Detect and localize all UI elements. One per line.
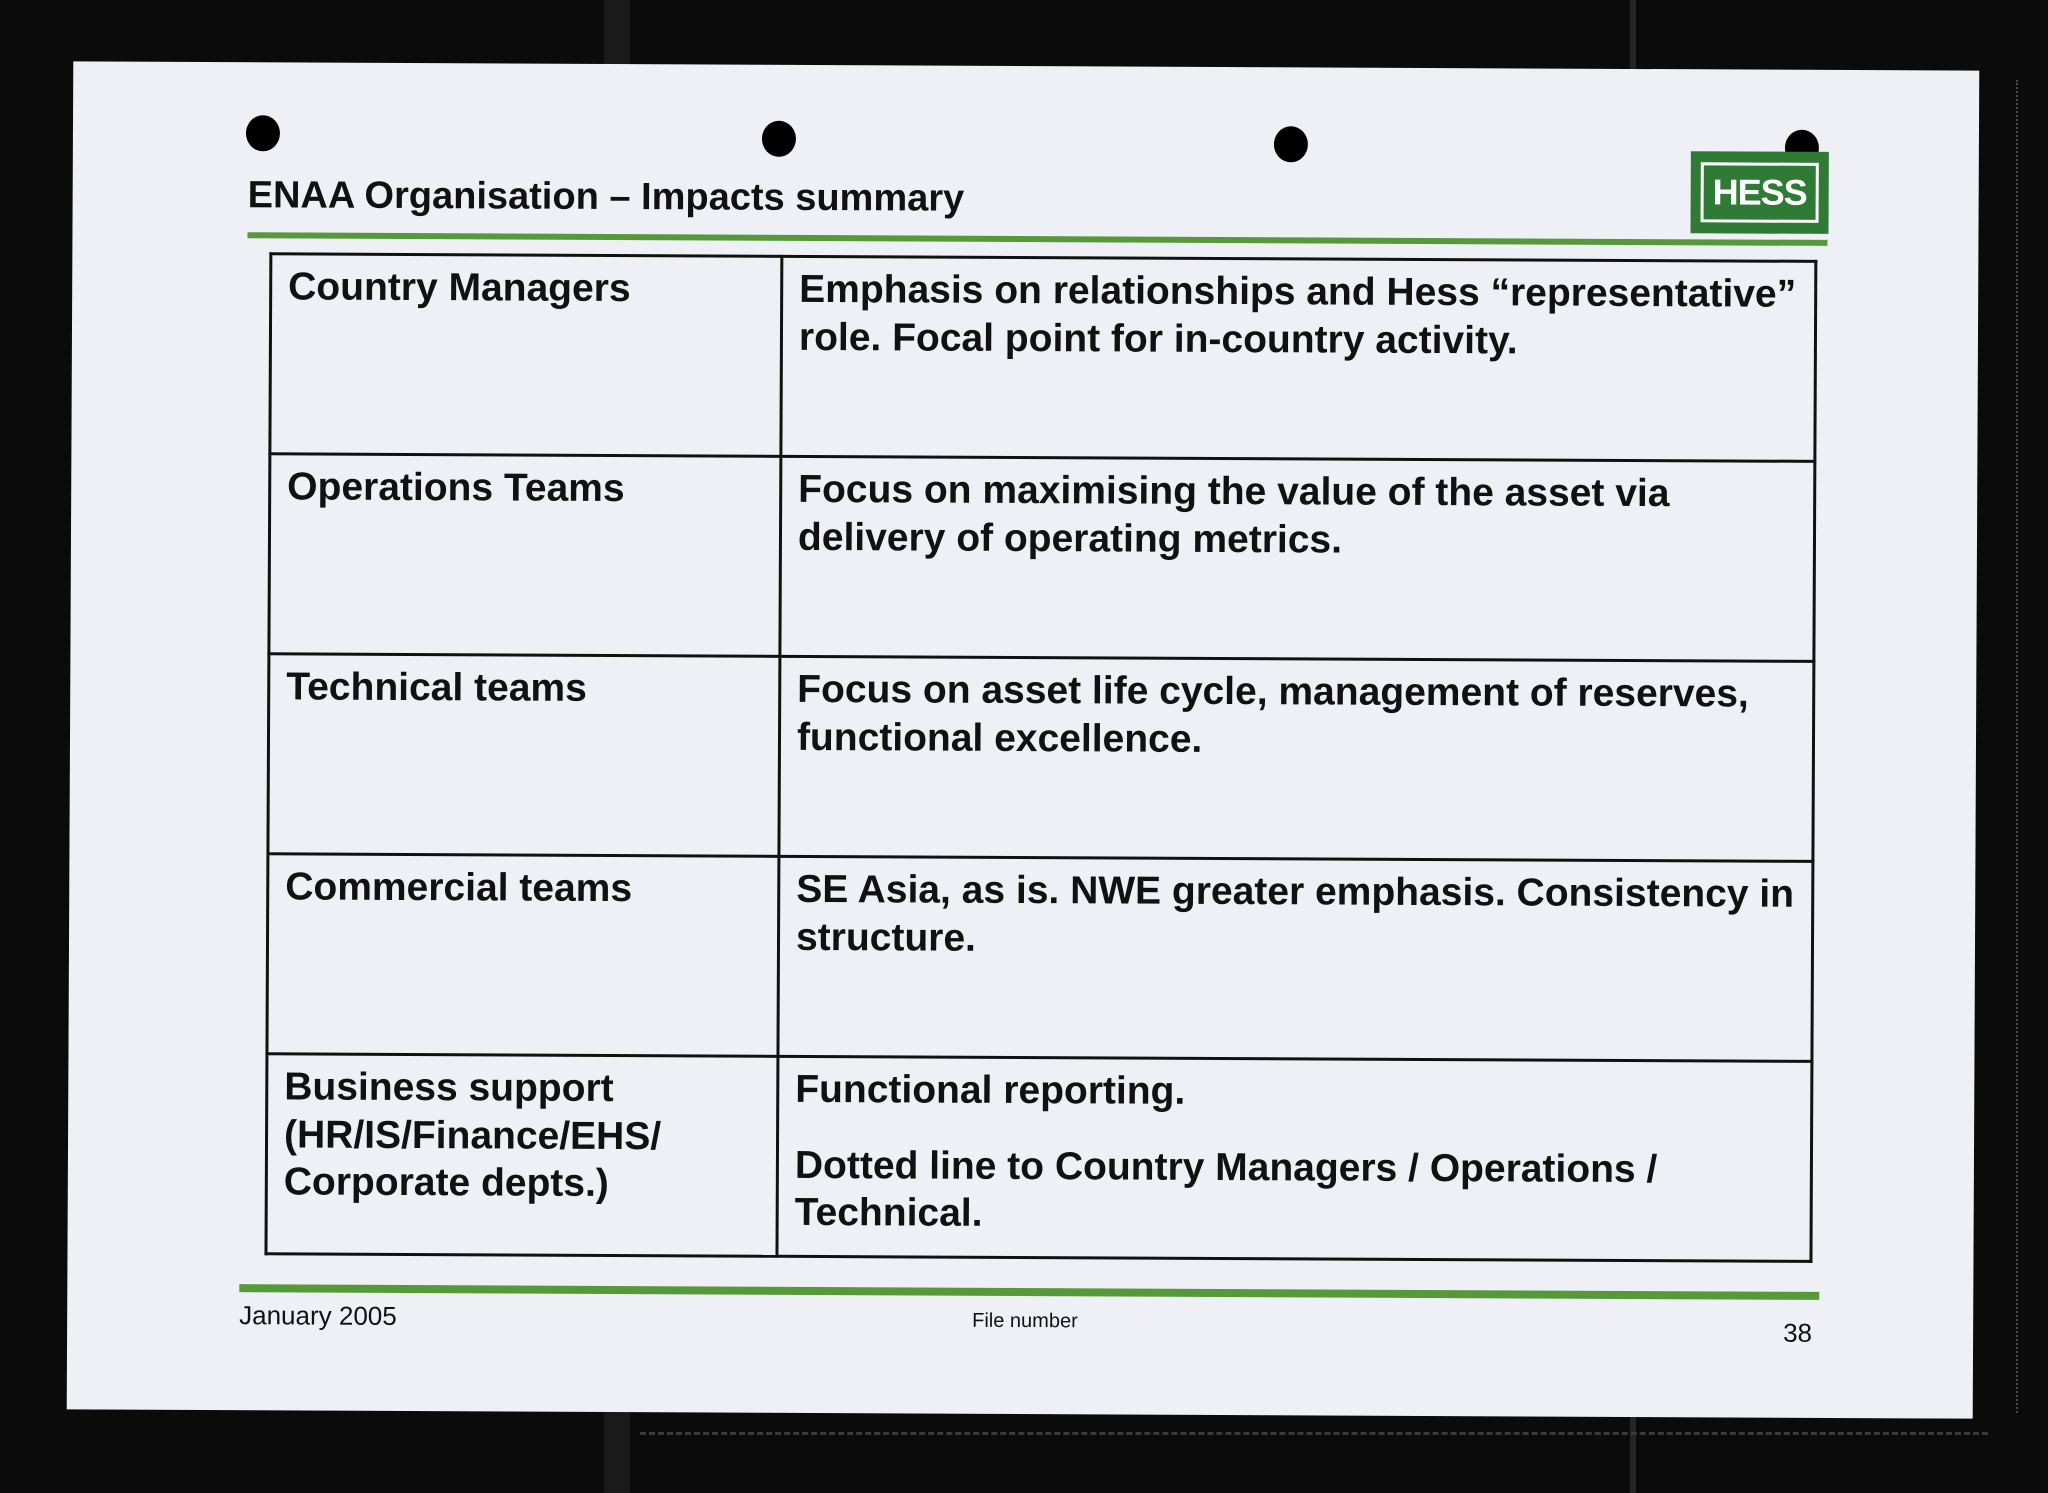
impact-text: Focus on asset life cycle, management of reserves, functional excellence. xyxy=(796,667,1749,761)
punch-hole xyxy=(246,115,280,151)
impact-cell xyxy=(780,456,1815,661)
impact-text: Functional reporting. xyxy=(795,1067,1186,1113)
hess-logo-text: HESS xyxy=(1712,171,1807,213)
impact-cell xyxy=(779,656,1814,861)
hess-logo-frame xyxy=(1701,162,1819,223)
scan-edge-marks xyxy=(640,1432,1988,1439)
impacts-table-body xyxy=(266,254,1816,1262)
punch-hole xyxy=(762,121,796,157)
table-row xyxy=(267,854,1813,1062)
slide-sheet xyxy=(67,61,1980,1418)
footer-file-label: File number xyxy=(972,1309,1078,1333)
role-cell: Business support (HR/IS/Finance/EHS/ Corporate depts.) xyxy=(266,1054,778,1256)
punch-hole xyxy=(1274,126,1308,162)
footer-date: January 2005 xyxy=(239,1300,397,1331)
impact-cell xyxy=(781,256,1816,461)
impact-text: Emphasis on relationships and Hess “representative” role. Focal point for in-country activity. xyxy=(798,267,1797,362)
role-cell: Commercial teams xyxy=(267,854,779,1056)
table-row xyxy=(270,254,1816,462)
impact-cell xyxy=(777,1056,1812,1261)
title-rule xyxy=(247,232,1827,246)
role-cell: Country Managers xyxy=(270,254,782,456)
table-row xyxy=(266,1054,1812,1262)
impact-text: Dotted line to Country Managers / Operations / Technical. xyxy=(794,1143,1658,1235)
slide-title: ENAA Organisation – Impacts summary xyxy=(247,174,965,220)
impact-cell xyxy=(778,856,1813,1061)
scan-edge-marks xyxy=(2016,80,2022,1413)
table-row xyxy=(268,654,1814,862)
impacts-table xyxy=(264,252,1817,1263)
hess-logo xyxy=(1690,151,1828,234)
table-row xyxy=(269,454,1815,662)
page-number: 38 xyxy=(1783,1317,1813,1348)
role-cell: Operations Teams xyxy=(269,454,781,656)
impact-text: SE Asia, as is. NWE greater emphasis. Consistency in structure. xyxy=(795,867,1795,960)
role-cell: Technical teams xyxy=(268,654,780,856)
impact-text: Focus on maximising the value of the asset via delivery of operating metrics. xyxy=(797,467,1670,562)
footer-rule xyxy=(239,1284,1819,1300)
